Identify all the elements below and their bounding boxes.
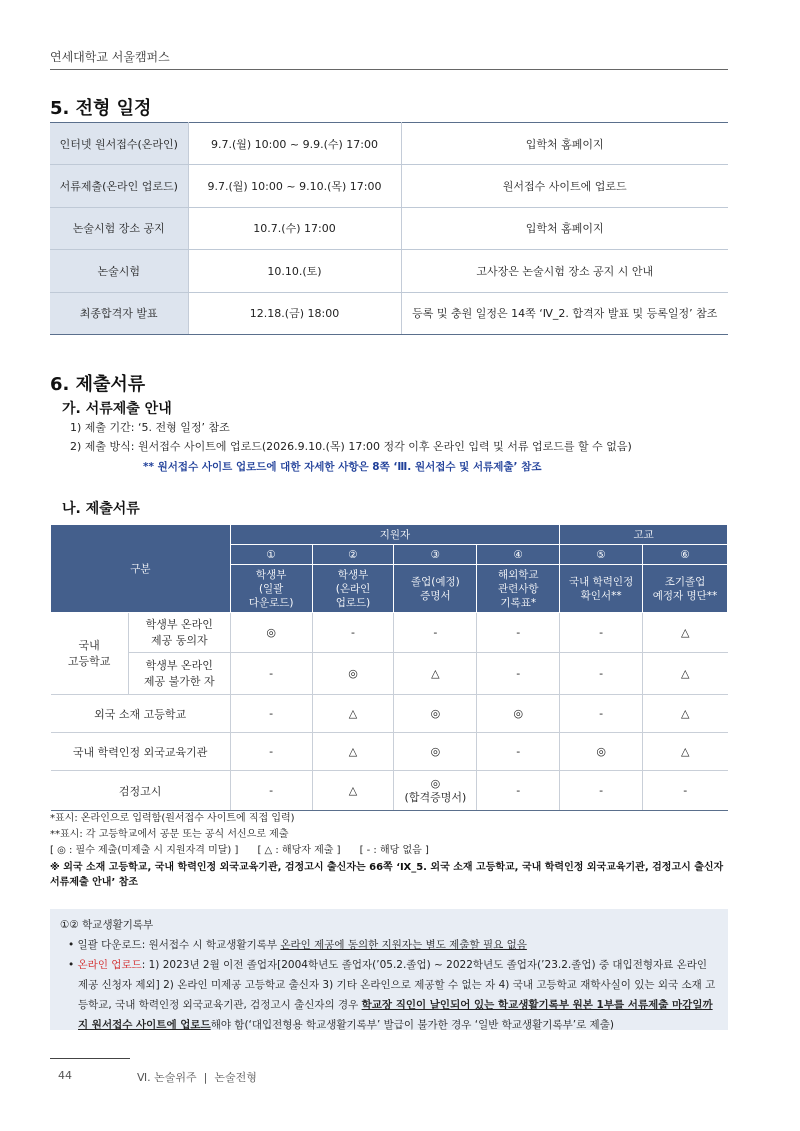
bullet-text: • 일괄 다운로드: 원서접수 시 학교생활기록부 (68, 939, 281, 951)
column-number: ② (312, 545, 394, 565)
table-cell: - (230, 653, 312, 695)
table-cell: - (560, 771, 643, 811)
table-row (51, 695, 728, 733)
schedule-note: 입학처 홈페이지 (401, 207, 728, 249)
table-cell: △ (312, 733, 394, 771)
header-divider (50, 69, 728, 70)
table-row (50, 292, 728, 334)
footer-section: Ⅵ. 논술위주 | 논술전형 (137, 1071, 257, 1084)
submission-method: 2) 제출 방식: 원서접수 사이트에 업로드(2026.9.10.(목) 17:00 정각 이후 온라인 입력 및 서류 업로드를 할 수 없음) (70, 440, 632, 453)
table-cell: - (560, 613, 643, 653)
table-cell: ◎ (477, 695, 560, 733)
table-cell: △ (643, 733, 728, 771)
section5-title: 5. 전형 일정 (50, 98, 152, 119)
row-label: 학생부 온라인 제공 동의자 (128, 613, 230, 653)
subsection-b-title: 나. 제출서류 (62, 501, 140, 517)
column-number: ① (230, 545, 312, 565)
column-header: 학생부 (일괄 다운로드) (230, 565, 312, 613)
table-cell: △ (394, 653, 477, 695)
submission-period: 1) 제출 기간: ‘5. 전형 일정’ 참조 (70, 421, 230, 434)
schedule-date: 9.7.(월) 10:00 ~ 9.10.(목) 17:00 (188, 165, 401, 207)
schedule-label: 최종합격자 발표 (50, 292, 188, 334)
running-header: 연세대학교 서울캠퍼스 (50, 50, 170, 64)
column-header: 학생부 (온라인 업로드) (312, 565, 394, 613)
category-header: 구분 (51, 525, 231, 613)
table-cell: △ (312, 771, 394, 811)
table-row (51, 653, 728, 695)
schedule-label: 논술시험 (50, 250, 188, 292)
table-cell: ◎ (합격증명서) (394, 771, 477, 811)
legend-note: [ ◎ : 필수 제출(미제출 시 지원자격 미달) ] [ △ : 해당자 제출 ] [ - : 해당 없음 ] (50, 845, 429, 856)
bullet-bulk-download (60, 935, 718, 955)
page-number: 44 (58, 1069, 72, 1082)
table-cell: - (312, 613, 394, 653)
upload-reference-note: ** 원서접수 사이트 업로드에 대한 자세한 사항은 8쪽 ‘Ⅲ. 원서접수 및 서류제출’ 참조 (143, 461, 542, 473)
row-label: 검정고시 (51, 771, 231, 811)
note-asterisk: *표시: 온라인으로 입력함(원서접수 사이트에 직접 입력) (50, 813, 295, 824)
section6-title: 6. 제출서류 (50, 374, 146, 395)
schedule-date: 10.7.(수) 17:00 (188, 207, 401, 249)
subsection-a-title: 가. 서류제출 안내 (62, 401, 172, 417)
table-cell: ◎ (394, 695, 477, 733)
table-row (50, 123, 728, 165)
column-header: 졸업(예정) 증명서 (394, 565, 477, 613)
row-label: 외국 소재 고등학교 (51, 695, 231, 733)
bullet-text-end: 해야 함(‘대입전형용 학교생활기록부’ 발급이 불가한 경우 ‘일반 학교생활기록부’로 제출) (210, 1019, 614, 1031)
table-cell: ◎ (560, 733, 643, 771)
domestic-school-label: 국내 고등학교 (51, 613, 129, 695)
schedule-date: 9.7.(월) 10:00 ~ 9.9.(수) 17:00 (188, 123, 401, 165)
table-cell: ◎ (230, 613, 312, 653)
bullet-emphasis-text: 학교장 직인이 날인되어 있는 학교생활기록부 원본 1부를 서류제출 마감일까지 원서접수 사이트에 업로드 (78, 999, 713, 1031)
documents-table (50, 524, 728, 811)
table-row (51, 613, 728, 653)
row-label: 국내 학력인정 외국교육기관 (51, 733, 231, 771)
schedule-table (50, 122, 728, 335)
table-cell: △ (643, 695, 728, 733)
column-header: 조기졸업 예정자 명단** (643, 565, 728, 613)
box-title: ①② 학교생활기록부 (60, 919, 154, 931)
schedule-note: 입학처 홈페이지 (401, 123, 728, 165)
column-number: ⑥ (643, 545, 728, 565)
column-number: ④ (477, 545, 560, 565)
table-cell: - (230, 771, 312, 811)
table-cell: - (230, 733, 312, 771)
schedule-note: 등록 및 충원 일정은 14쪽 ‘Ⅳ_2. 합격자 발표 및 등록일정’ 참조 (401, 292, 728, 334)
group-header-applicant: 지원자 (230, 525, 559, 545)
table-row (51, 733, 728, 771)
table-cell: - (477, 613, 560, 653)
foreign-school-reference-note: ※ 외국 소재 고등학교, 국내 학력인정 외국교육기관, 검정고시 출신자는 66쪽 ‘Ⅸ_5. 외국 소재 고등학교, 국내 학력인정 외국교육기관, 검정고시 출신자 서류제출 안내’ 참조 (50, 862, 724, 888)
table-cell: △ (643, 613, 728, 653)
schedule-date: 10.10.(토) (188, 250, 401, 292)
column-number: ③ (394, 545, 477, 565)
table-cell: - (560, 695, 643, 733)
bullet-underlined-text: 온라인 제공에 동의한 지원자는 별도 제출할 필요 없음 (280, 939, 527, 951)
online-upload-label: 온라인 업로드 (77, 959, 142, 971)
bullet-text: : 1) 2023년 2월 이전 졸업자[2004학년도 졸업자(’05.2.졸업) ~ 2022학년도 졸업자(’23.2.졸업) 중 대입전형자료 온라인 제공 신청자 제외] 2) 온라인 미제공 고등학교 출신자 3) 기타 온라인으로 제공할 수 없는 자 4) 국내 고등학교 재학사실이 있는 외국 소재 고등학교, 국내 학력인정 외국교육기관, 검정고시 출신자의 경우 (78, 959, 716, 1011)
table-cell: - (643, 771, 728, 811)
group-header-school: 고교 (560, 525, 728, 545)
footer-divider (50, 1058, 130, 1059)
table-cell: △ (312, 695, 394, 733)
table-cell: - (394, 613, 477, 653)
schedule-note: 원서접수 사이트에 업로드 (401, 165, 728, 207)
row-label: 학생부 온라인 제공 불가한 자 (128, 653, 230, 695)
schedule-date: 12.18.(금) 18:00 (188, 292, 401, 334)
school-record-info-box (50, 909, 728, 1030)
column-header: 국내 학력인정 확인서** (560, 565, 643, 613)
table-cell: - (477, 771, 560, 811)
table-row (50, 165, 728, 207)
table-row (51, 771, 728, 811)
note-double-asterisk: **표시: 각 고등학교에서 공문 또는 공식 서신으로 제출 (50, 829, 289, 840)
table-cell: - (560, 653, 643, 695)
schedule-label: 인터넷 원서접수(온라인) (50, 123, 188, 165)
table-cell: ◎ (394, 733, 477, 771)
schedule-label: 논술시험 장소 공지 (50, 207, 188, 249)
table-cell: △ (643, 653, 728, 695)
table-cell: - (477, 733, 560, 771)
table-row (50, 207, 728, 249)
bullet-online-upload: • 온라인 업로드: 1) 2023년 2월 이전 졸업자[2004학년도 졸업자(’05.2.졸업) ~ 2022학년도 졸업자(’23.2.졸업) 중 대입전형자료 온라인 제공 신청자 제외] 2) 온라인 미제공 고등학교 출신자 3) 기타 온라인으로 제공할 수 없는 자 4) 국내 고등학교 재학사실이 있는 외국 소재 고등학교, 국내 학력인정 외국교육기관, 검정고시 출신자의 경우 학교장 직인이 날인되어 있는 학교생활기록부 원본 1부를 서류제출 마감일까지 원서접수 사이트에 업로드해야 함(‘대입전형용 학교생활기록부’ 발급이 불가한 경우 ‘일반 학교생활기록부’로 제출) (68, 959, 716, 1031)
column-number: ⑤ (560, 545, 643, 565)
table-cell: ◎ (312, 653, 394, 695)
table-cell: - (477, 653, 560, 695)
schedule-label: 서류제출(온라인 업로드) (50, 165, 188, 207)
schedule-note: 고사장은 논술시험 장소 공지 시 안내 (401, 250, 728, 292)
column-header: 해외학교 관련사항 기록표* (477, 565, 560, 613)
table-cell: - (230, 695, 312, 733)
table-row (50, 250, 728, 292)
